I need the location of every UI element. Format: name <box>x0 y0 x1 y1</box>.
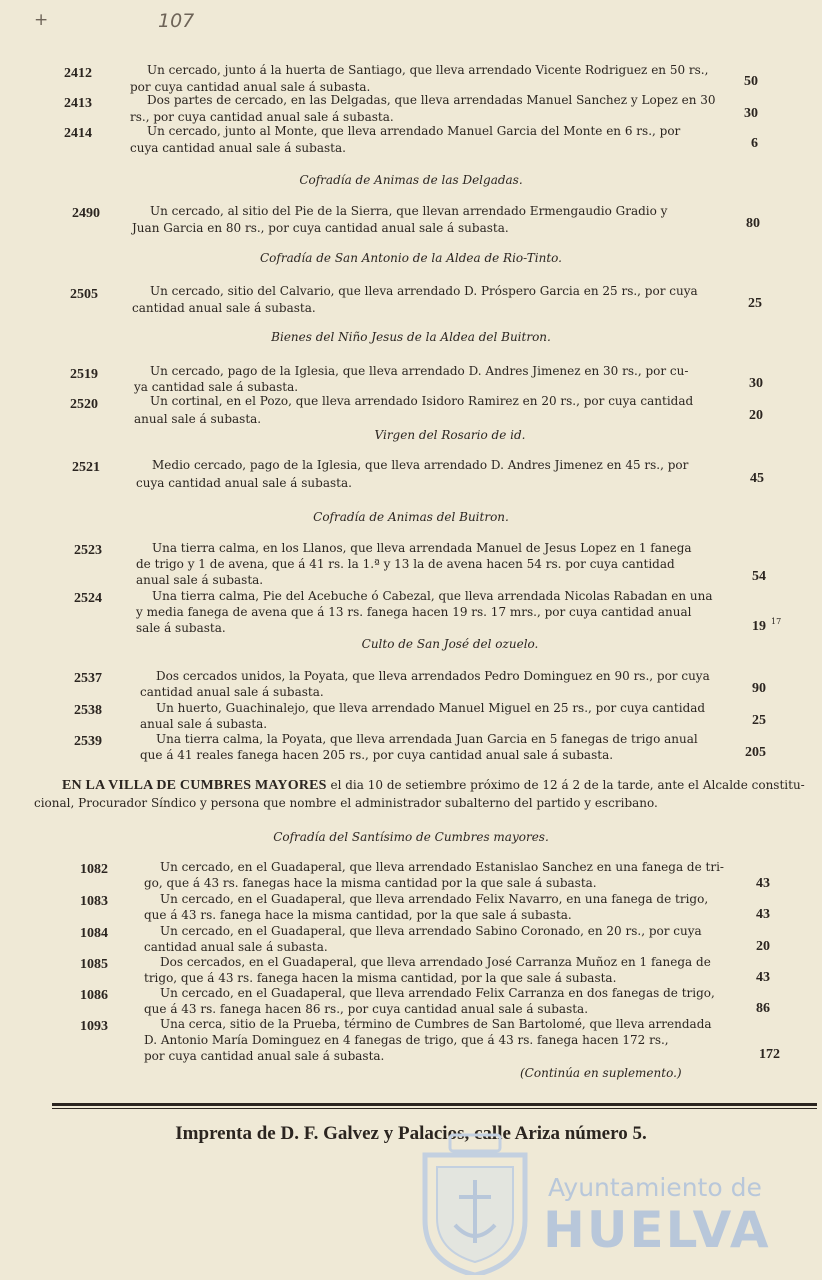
entry-text-line: Un cercado, junto á la huerta de Santiago, que lleva arrendado Vicente Rodriguez en 50 rs., <box>147 63 709 77</box>
entry-text-line: Un cercado, al sitio del Pie de la Sierra, que llevan arrendado Ermengaudio Gradio y <box>150 204 668 218</box>
entry-amount: 43 <box>756 970 770 985</box>
entry-amount: 45 <box>750 471 764 486</box>
continued-note: (Continúa en suplemento.) <box>520 1066 682 1080</box>
watermark <box>415 1125 795 1275</box>
entry-number: 1084 <box>80 926 108 941</box>
entry-text-line: cantidad anual sale á subasta. <box>144 940 328 954</box>
entry-number: 2538 <box>74 703 102 718</box>
entry-text-line: de trigo y 1 de avena, que á 41 rs. la 1.ª y 13 la de avena hacen 54 rs. por cuya cantidad <box>136 557 675 571</box>
entry-amount: 43 <box>756 907 770 922</box>
entry-text-line: y media fanega de avena que á 13 rs. fanega hacen 19 rs. 17 mrs., por cuya cantidad anual <box>136 605 692 619</box>
section-heading: Culto de San José del ozuelo. <box>361 637 539 651</box>
handwritten-cross: + <box>34 10 49 30</box>
entry-text-line: Dos cercados unidos, la Poyata, que lleva arrendados Pedro Dominguez en 90 rs., por cuya <box>156 669 710 683</box>
entry-text-line: anual sale á subasta. <box>134 412 262 426</box>
entry-amount: 30 <box>744 106 758 121</box>
entry-amount: 6 <box>751 136 758 151</box>
section-heading: Cofradía de San Antonio de la Aldea de Rio-Tinto. <box>260 251 562 265</box>
entry-text-line: por cuya cantidad anual sale á subasta. <box>130 80 371 94</box>
entry-number: 2521 <box>72 460 100 475</box>
section-heading: Cofradía de Animas de las Delgadas. <box>299 173 523 187</box>
handwritten-page-number: 107 <box>158 10 195 32</box>
entry-text-line: Juan Garcia en 80 rs., por cuya cantidad anual sale á subasta. <box>132 221 509 235</box>
printer-imprint: Imprenta de D. F. Galvez y Palacios, calle Ariza número 5. <box>175 1123 647 1144</box>
entry-number: 2412 <box>64 66 92 81</box>
entry-text-line: que á 43 rs. fanega hace la misma cantidad, por la que sale á subasta. <box>144 908 572 922</box>
entry-text-line: cantidad anual sale á subasta. <box>140 685 324 699</box>
entry-number: 2490 <box>72 206 100 221</box>
entry-text-line: Un cortinal, en el Pozo, que lleva arrendado Isidoro Ramirez en 20 rs., por cuya cantidad <box>150 394 694 408</box>
entry-amount-fraction: 17 <box>771 617 782 626</box>
entry-amount: 205 <box>745 745 766 760</box>
entry-text-line: cantidad anual sale á subasta. <box>132 301 316 315</box>
entry-number: 1086 <box>80 988 108 1003</box>
divider-thick <box>52 1103 817 1106</box>
entry-text-line: Un cercado, en el Guadaperal, que lleva arrendado Estanislao Sanchez en una fanega de tri- <box>160 860 724 874</box>
entry-text-line: Una tierra calma, la Poyata, que lleva arrendada Juan Garcia en 5 fanegas de trigo anual <box>156 732 698 746</box>
entry-number: 2520 <box>70 397 98 412</box>
notice-lead: EN LA VILLA DE CUMBRES MAYORES <box>62 778 327 793</box>
entry-number: 2537 <box>74 671 102 686</box>
entry-text-line: trigo, que á 43 rs. fanega hacen la misma cantidad, por la que sale á subasta. <box>144 971 617 985</box>
entry-amount: 86 <box>756 1001 770 1016</box>
section-heading: Bienes del Niño Jesus de la Aldea del Buitron. <box>271 330 551 344</box>
entry-text-line: Un cercado, pago de la Iglesia, que lleva arrendado D. Andres Jimenez en 30 rs., por cu- <box>150 364 689 378</box>
section-heading: Virgen del Rosario de id. <box>374 428 526 442</box>
entry-text-line: que á 43 rs. fanega hacen 86 rs., por cuya cantidad anual sale á subasta. <box>144 1002 589 1016</box>
entry-number: 2413 <box>64 96 92 111</box>
entry-number: 2523 <box>74 543 102 558</box>
divider-thin <box>52 1108 817 1109</box>
entry-text-line: ya cantidad sale á subasta. <box>134 380 299 394</box>
entry-text-line: rs., por cuya cantidad anual sale á subasta. <box>130 110 394 124</box>
entry-number: 2414 <box>64 126 92 141</box>
entry-text-line: por cuya cantidad anual sale á subasta. <box>144 1049 385 1063</box>
entry-text-line: Un huerto, Guachinalejo, que lleva arrendado Manuel Miguel en 25 rs., por cuya cantidad <box>156 701 706 715</box>
entry-text-line: cuya cantidad anual sale á subasta. <box>136 476 352 490</box>
entry-amount: 20 <box>749 408 763 423</box>
section-heading: Cofradía de Animas del Buitron. <box>313 510 509 524</box>
watermark-line1: Ayuntamiento de <box>548 1173 762 1202</box>
entry-number: 1093 <box>80 1019 108 1034</box>
entry-number: 2524 <box>74 591 102 606</box>
section-heading: Cofradía del Santísimo de Cumbres mayores. <box>273 830 549 844</box>
entry-amount: 80 <box>746 216 760 231</box>
entry-text-line: cuya cantidad anual sale á subasta. <box>130 141 346 155</box>
entry-amount: 50 <box>744 74 758 89</box>
watermark-line2: HUELVA <box>543 1201 771 1259</box>
notice-paragraph-line <box>62 778 805 793</box>
entry-amount: 54 <box>752 569 766 584</box>
entry-text-line: Un cercado, sitio del Calvario, que lleva arrendado D. Próspero Garcia en 25 rs., por cuya <box>150 284 698 298</box>
entry-amount: 30 <box>749 376 763 391</box>
entry-text-line: go, que á 43 rs. fanegas hace la misma cantidad por la que sale á subasta. <box>144 876 597 890</box>
entry-text-line: D. Antonio María Dominguez en 4 fanegas de trigo, que á 43 rs. fanega hacen 172 rs., <box>144 1033 669 1047</box>
entry-amount: 25 <box>748 296 762 311</box>
entry-number: 2539 <box>74 734 102 749</box>
coat-of-arms-icon <box>415 1125 535 1275</box>
notice-paragraph-line: cional, Procurador Síndico y persona que nombre el administrador subalterno del partido y escribano. <box>34 796 658 810</box>
entry-amount: 43 <box>756 876 770 891</box>
entry-text-line: Un cercado, en el Guadaperal, que lleva arrendado Felix Navarro, en una fanega de trigo, <box>160 892 709 906</box>
entry-number: 2505 <box>70 287 98 302</box>
entry-text-line: que á 41 reales fanega hacen 205 rs., por cuya cantidad anual sale á subasta. <box>140 748 614 762</box>
entry-text-line: Un cercado, en el Guadaperal, que lleva arrendado Felix Carranza en dos fanegas de trigo, <box>160 986 715 1000</box>
entry-text-line: anual sale á subasta. <box>140 717 268 731</box>
entry-text-line: anual sale á subasta. <box>136 573 264 587</box>
entry-number: 2519 <box>70 367 98 382</box>
entry-text-line: Dos partes de cercado, en las Delgadas, que lleva arrendadas Manuel Sanchez y Lopez en 30 <box>147 93 716 107</box>
entry-amount: 25 <box>752 713 766 728</box>
entry-number: 1085 <box>80 957 108 972</box>
entry-number: 1083 <box>80 894 108 909</box>
entry-text-line: Un cercado, en el Guadaperal, que lleva arrendado Sabino Coronado, en 20 rs., por cuya <box>160 924 702 938</box>
notice-line1-rest: el dia 10 de setiembre próximo de 12 á 2 de la tarde, ante el Alcalde constitu- <box>326 778 805 792</box>
entry-amount: 19 <box>752 619 766 634</box>
entry-text-line: Un cercado, junto al Monte, que lleva arrendado Manuel Garcia del Monte en 6 rs., por <box>147 124 681 138</box>
entry-number: 1082 <box>80 862 108 877</box>
entry-text-line: Medio cercado, pago de la Iglesia, que lleva arrendado D. Andres Jimenez en 45 rs., por <box>152 458 689 472</box>
entry-amount: 172 <box>759 1047 780 1062</box>
entry-text-line: Una tierra calma, en los Llanos, que lleva arrendada Manuel de Jesus Lopez en 1 fanega <box>152 541 692 555</box>
entry-amount: 90 <box>752 681 766 696</box>
entry-text-line: Una tierra calma, Pie del Acebuche ó Cabezal, que lleva arrendada Nicolas Rabadan en una <box>152 589 713 603</box>
entry-amount: 20 <box>756 939 770 954</box>
entry-text-line: Dos cercados, en el Guadaperal, que lleva arrendado José Carranza Muñoz en 1 fanega de <box>160 955 711 969</box>
entry-text-line: Una cerca, sitio de la Prueba, término de Cumbres de San Bartolomé, que lleva arrendada <box>160 1017 712 1031</box>
entry-text-line: sale á subasta. <box>136 621 226 635</box>
